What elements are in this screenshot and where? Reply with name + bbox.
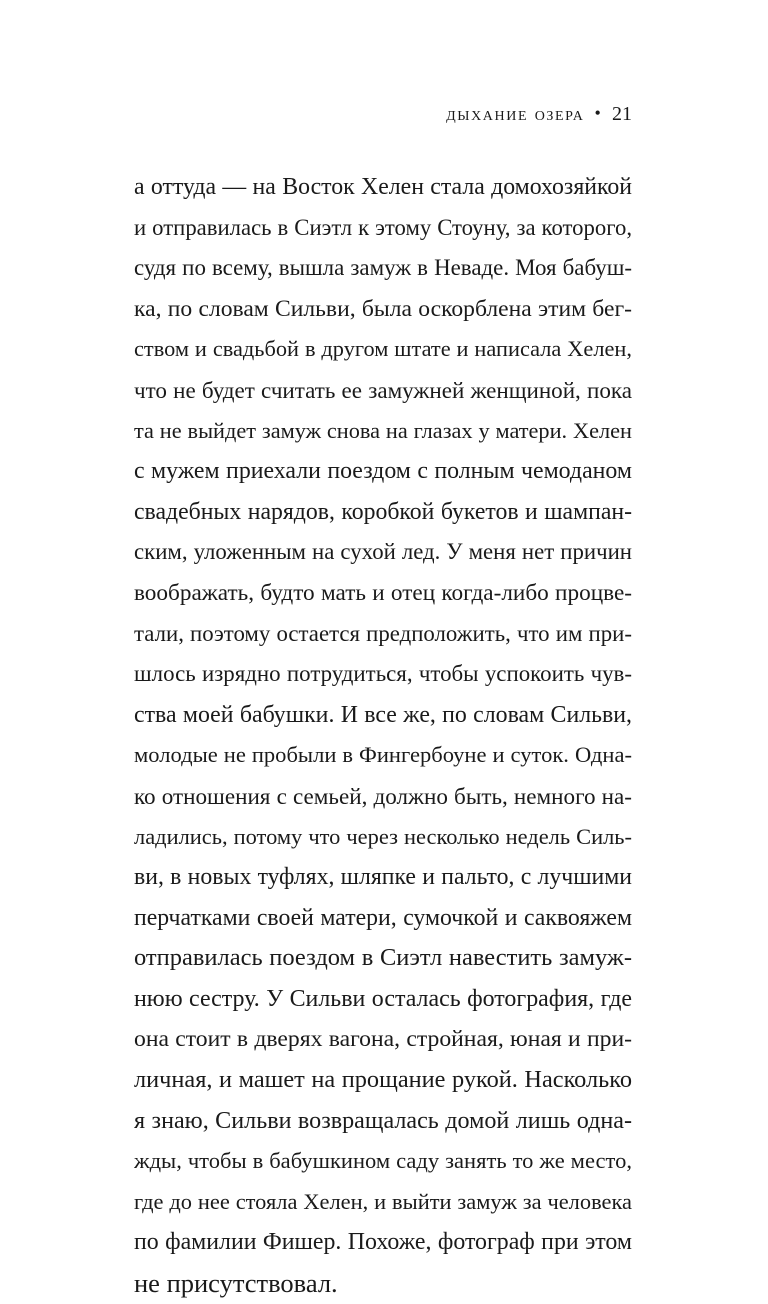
text-line: перчатками своей матери, сумочкой и саквояжем — [134, 904, 632, 931]
text-line: личная, и машет на прощание рукой. Насколько — [134, 1066, 632, 1094]
text-line: ства моей бабушки. И все же, по словам Сильви, — [134, 701, 632, 728]
page-number: 21 — [612, 103, 632, 125]
text-line: ским, уложенным на сухой лед. У меня нет причин — [134, 539, 632, 565]
text-line: а оттуда — на Восток Хелен стала домохозяйкой — [134, 174, 632, 200]
running-head — [446, 103, 632, 126]
body-text — [134, 167, 632, 1304]
text-line: ка, по словам Сильви, была оскорблена этим бег- — [134, 295, 632, 322]
text-line: и отправилась в Сиэтл к этому Стоуну, за которого, — [134, 214, 632, 240]
text-line: та не выйдет замуж снова на глазах у матери. Хелен — [134, 417, 632, 443]
text-line: нюю сестру. У Сильви осталась фотография, где — [134, 985, 632, 1012]
text-line: свадебных нарядов, коробкой букетов и шампан- — [134, 498, 632, 525]
text-line: отправилась поездом в Сиэтл навестить замуж- — [134, 944, 632, 972]
text-line: с мужем приехали поездом с полным чемоданом — [134, 458, 632, 485]
text-line: ством и свадьбой в другом штате и написала Хелен, — [134, 336, 632, 362]
text-line: судя по всему, вышла замуж в Неваде. Моя бабуш- — [134, 255, 632, 281]
text-line: жды, чтобы в бабушкином саду занять то же место, — [134, 1148, 632, 1174]
text-line: что не будет считать ее замужней женщиной, пока — [134, 376, 632, 403]
text-line: ви, в новых туфлях, шляпке и пальто, с лучшими — [134, 864, 632, 891]
text-line: ко отношения с семьей, должно быть, немного на- — [134, 782, 632, 809]
text-line: тали, поэтому остается предположить, что им при- — [134, 620, 632, 646]
text-line: где до нее стояла Хелен, и выйти замуж за человека — [134, 1188, 632, 1214]
text-line: ладились, потому что через несколько недель Силь- — [134, 823, 632, 849]
text-line: воображать, будто мать и отец когда-либо процве- — [134, 579, 632, 606]
text-line: она стоит в дверях вагона, стройная, юная и при- — [134, 1026, 632, 1053]
bullet-separator: • — [594, 103, 602, 123]
book-title: дыхание озера — [446, 103, 585, 125]
text-line: не присутствовал. — [134, 1268, 338, 1299]
text-line: я знаю, Сильви возвращалась домой лишь одна- — [134, 1107, 632, 1134]
text-line: молодые не пробыли в Фингербоуне и суток. Одна- — [134, 742, 632, 768]
text-line: шлось изрядно потрудиться, чтобы успокоить чув- — [134, 661, 632, 687]
text-line: по фамилии Фишер. Похоже, фотограф при этом — [134, 1229, 632, 1256]
